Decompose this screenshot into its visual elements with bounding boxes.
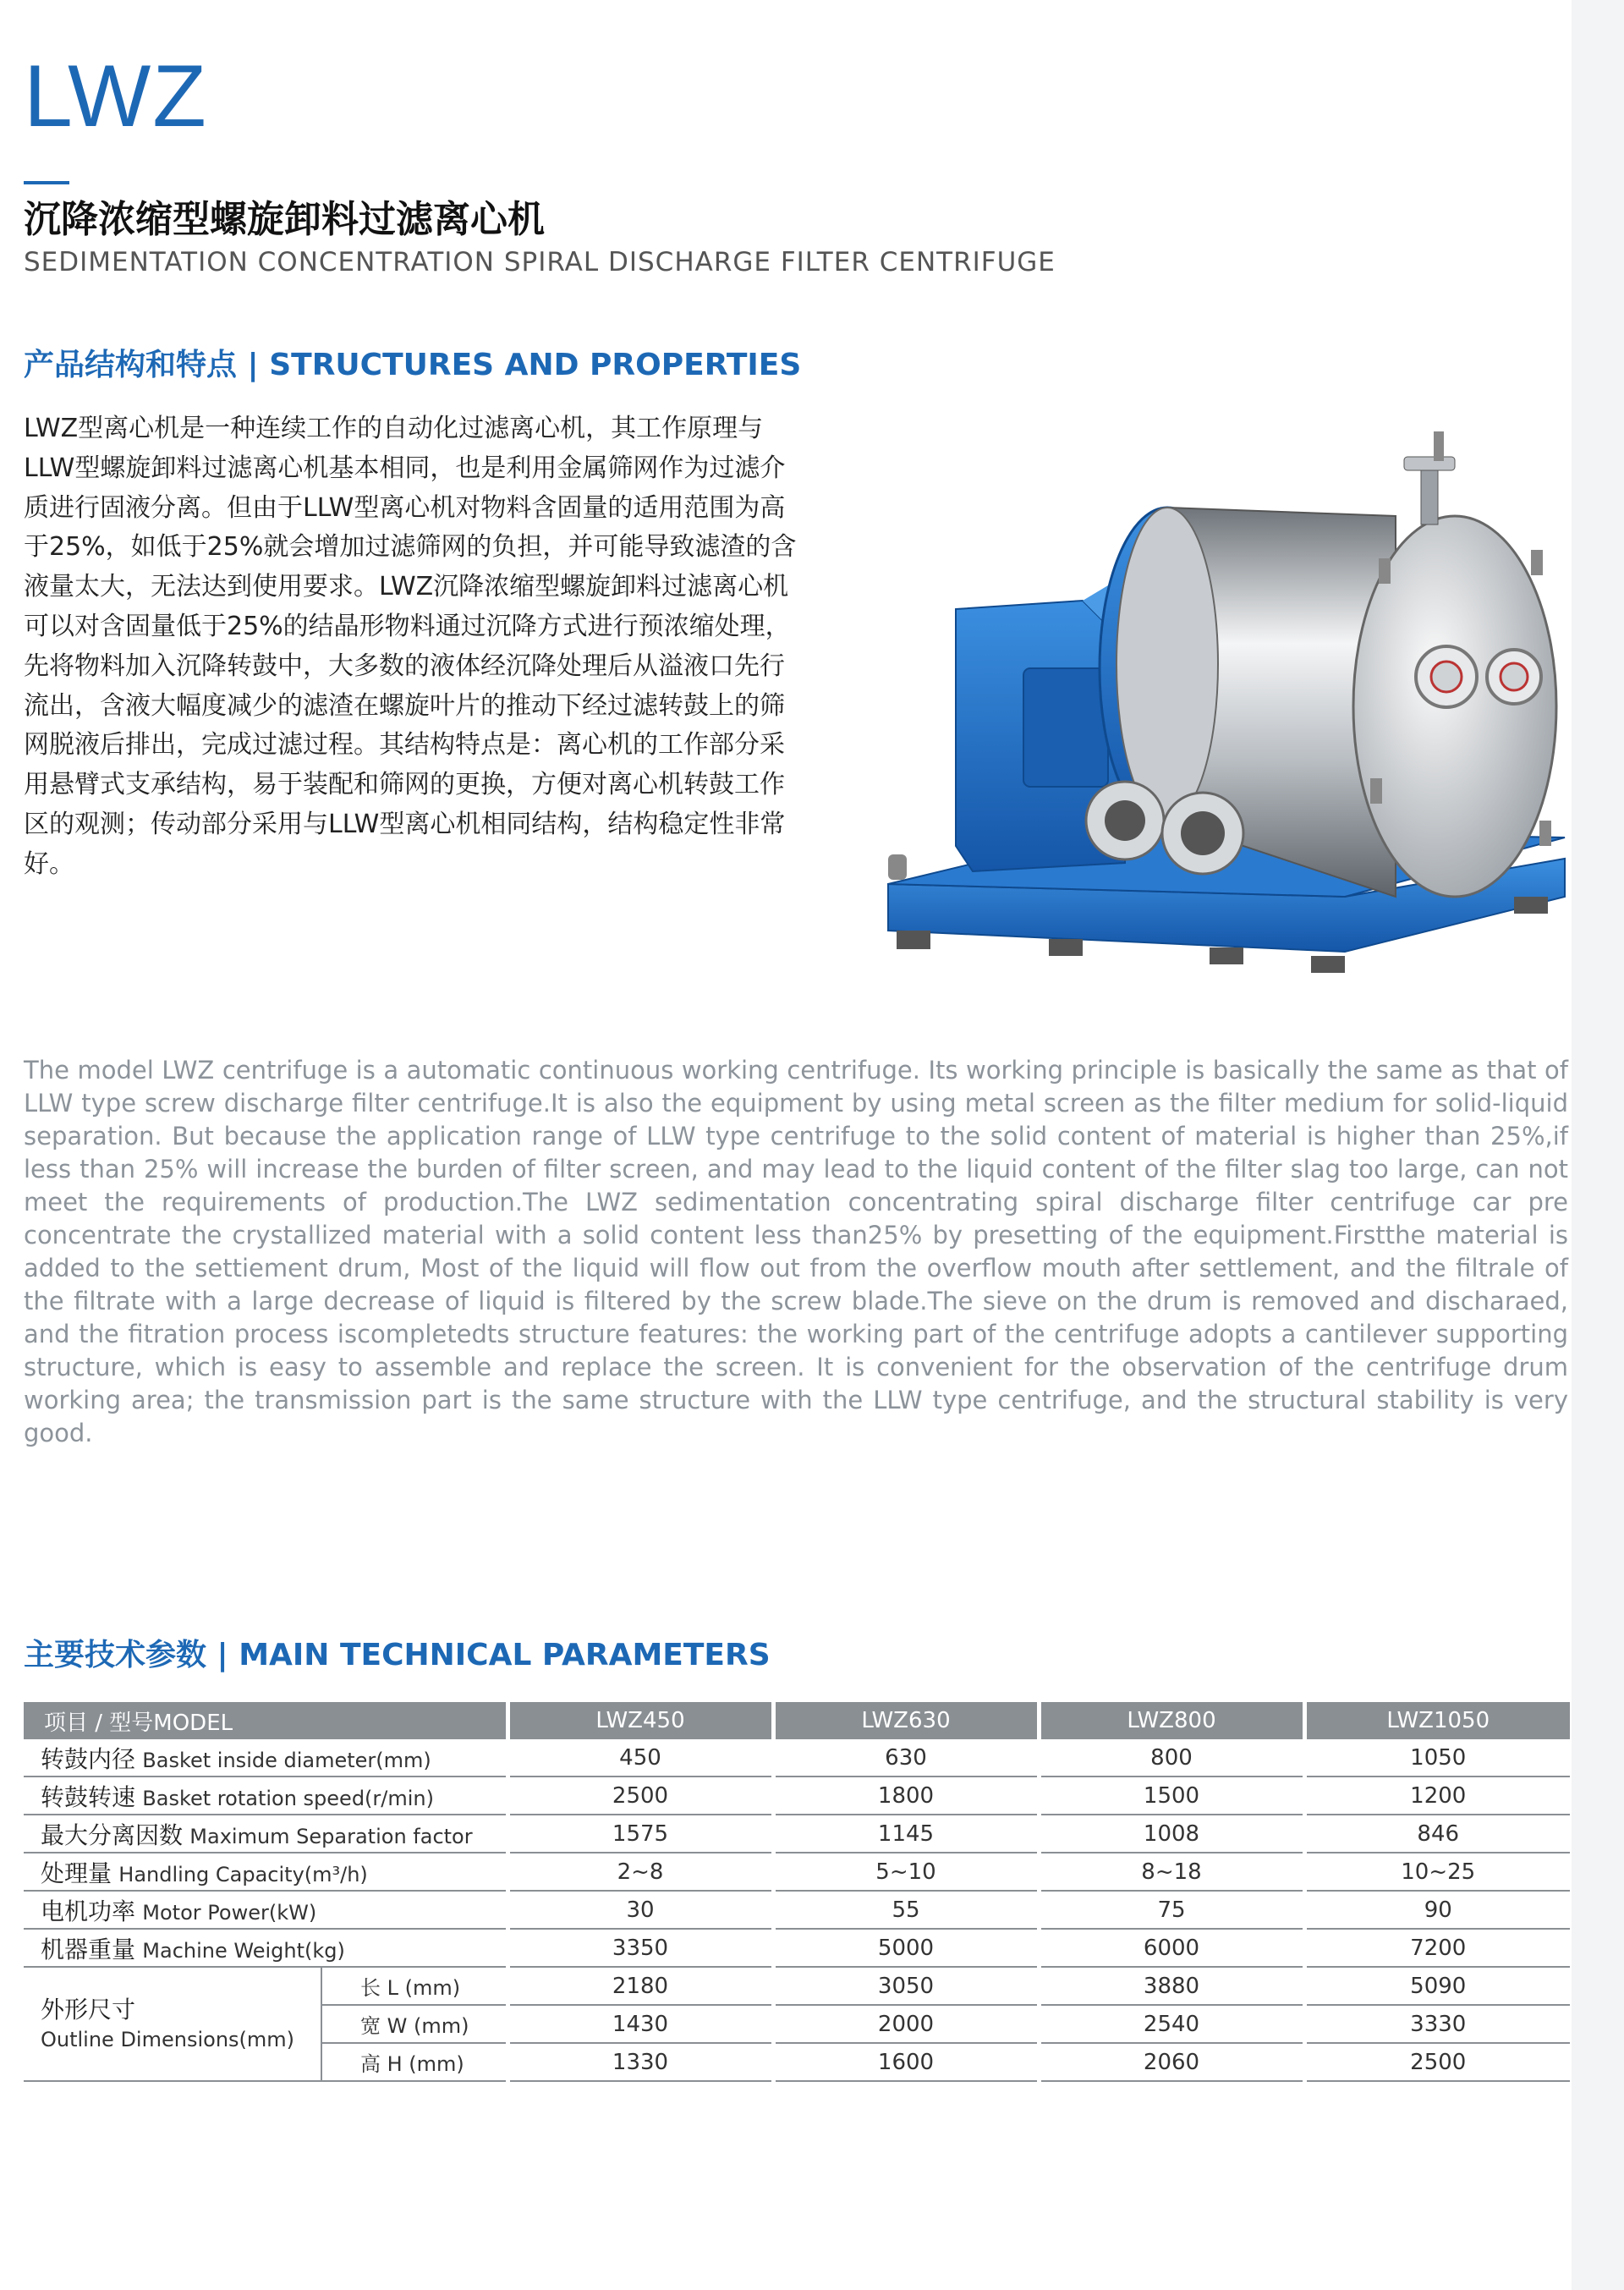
table-cell: 1500 bbox=[1039, 1777, 1304, 1815]
row-label-cn: 最大分离因数 bbox=[41, 1820, 184, 1849]
table-row bbox=[24, 1891, 1570, 1929]
table-cell: 55 bbox=[773, 1891, 1039, 1929]
header-model: LWZ1050 bbox=[1304, 1702, 1570, 1739]
row-label bbox=[24, 1777, 508, 1815]
table-cell: 90 bbox=[1304, 1891, 1570, 1929]
table-cell: 30 bbox=[508, 1891, 773, 1929]
table-cell: 1050 bbox=[1304, 1739, 1570, 1777]
header-model: LWZ450 bbox=[508, 1702, 773, 1739]
table-cell: 5090 bbox=[1304, 1967, 1570, 2005]
row-label bbox=[24, 1929, 508, 1967]
table-cell: 6000 bbox=[1039, 1929, 1304, 1967]
row-label-cn: 处理量 bbox=[41, 1859, 112, 1887]
table-cell: 2540 bbox=[1039, 2005, 1304, 2043]
row-label-cn: 转鼓内径 bbox=[41, 1744, 136, 1773]
table-cell: 1575 bbox=[508, 1815, 773, 1853]
dimension-sub-label: 宽 W (mm) bbox=[321, 2005, 508, 2043]
row-label bbox=[24, 1815, 508, 1853]
dimension-sub-label: 高 H (mm) bbox=[321, 2043, 508, 2081]
table-cell: 1145 bbox=[773, 1815, 1039, 1853]
table-cell: 2~8 bbox=[508, 1853, 773, 1891]
table-cell: 7200 bbox=[1304, 1929, 1570, 1967]
table-cell: 1008 bbox=[1039, 1815, 1304, 1853]
table-cell: 10~25 bbox=[1304, 1853, 1570, 1891]
table-cell: 1600 bbox=[773, 2043, 1039, 2081]
table-cell: 3880 bbox=[1039, 1967, 1304, 2005]
table-row bbox=[24, 1815, 1570, 1853]
table-cell: 2500 bbox=[1304, 2043, 1570, 2081]
row-label-en: Motor Power(kW) bbox=[142, 1900, 317, 1925]
table-cell: 1800 bbox=[773, 1777, 1039, 1815]
table-row bbox=[24, 1967, 1570, 2005]
table-cell: 3330 bbox=[1304, 2005, 1570, 2043]
header-model-label: 项目 / 型号MODEL bbox=[24, 1702, 508, 1739]
dimension-sub-label: 长 L (mm) bbox=[321, 1967, 508, 2005]
dimensions-label-en: Outline Dimensions(mm) bbox=[41, 2028, 295, 2052]
table-cell: 1330 bbox=[508, 2043, 773, 2081]
table-cell: 1430 bbox=[508, 2005, 773, 2043]
table-cell: 630 bbox=[773, 1739, 1039, 1777]
product-title-en: SEDIMENTATION CONCENTRATION SPIRAL DISCHARGE FILTER CENTRIFUGE bbox=[24, 247, 1056, 277]
row-label-en: Basket rotation speed(r/min) bbox=[142, 1786, 434, 1810]
row-label-cn: 转鼓转速 bbox=[41, 1782, 136, 1811]
parameters-heading: 主要技术参数 | MAIN TECHNICAL PARAMETERS bbox=[24, 1638, 771, 1672]
table-cell: 3350 bbox=[508, 1929, 773, 1967]
page-side-stripe bbox=[1572, 0, 1624, 2290]
product-title-cn: 沉降浓缩型螺旋卸料过滤离心机 bbox=[24, 198, 545, 241]
row-label bbox=[24, 1891, 508, 1929]
row-label bbox=[24, 1853, 508, 1891]
structures-heading: 产品结构和特点 | STRUCTURES AND PROPERTIES bbox=[24, 348, 802, 382]
table-row bbox=[24, 1929, 1570, 1967]
table-header-row bbox=[24, 1702, 1570, 1739]
table-cell: 450 bbox=[508, 1739, 773, 1777]
table-row bbox=[24, 1739, 1570, 1777]
parameters-table bbox=[24, 1702, 1570, 2082]
dimensions-label bbox=[24, 1967, 321, 2081]
table-cell: 800 bbox=[1039, 1739, 1304, 1777]
header-model: LWZ800 bbox=[1039, 1702, 1304, 1739]
dimensions-label-cn: 外形尺寸 bbox=[41, 1996, 136, 2024]
table-cell: 5~10 bbox=[773, 1853, 1039, 1891]
table-cell: 1200 bbox=[1304, 1777, 1570, 1815]
header-model: LWZ630 bbox=[773, 1702, 1039, 1739]
title-accent-rule bbox=[24, 181, 69, 184]
table-cell: 2060 bbox=[1039, 2043, 1304, 2081]
structures-text-cn: LWZ型离心机是一种连续工作的自动化过滤离心机，其工作原理与LLW型螺旋卸料过滤离心机基本相同，也是利用金属筛网作为过滤介质进行固液分离。但由于LLW型离心机对物料含固量的适用范围为高于25%，如低于25%就会增加过滤筛网的负担，并可能导致滤渣的含液量太大，无法达到使用要求。LWZ沉降浓缩型螺旋卸料过滤离心机可以对含固量低于25%的结晶形物料通过沉降方式进行预浓缩处理，先将物料加入沉降转鼓中，大多数的液体经沉降处理后从溢液口先行流出，含液大幅度减少的滤渣在螺旋叶片的推动下经过滤转鼓上的筛网脱液后排出，完成过滤过程。其结构特点是：离心机的工作部分采用悬臂式支承结构，易于装配和筛网的更换，方便对离心机转鼓工作区的观测；传动部分采用与LLW型离心机相同结构，结构稳定性非常好。 bbox=[24, 414, 797, 879]
table-cell: 8~18 bbox=[1039, 1853, 1304, 1891]
table-cell: 846 bbox=[1304, 1815, 1570, 1853]
row-label-en: Basket inside diameter(mm) bbox=[142, 1748, 431, 1772]
table-row bbox=[24, 1777, 1570, 1815]
model-code: LWZ bbox=[24, 47, 208, 146]
table-row bbox=[24, 1853, 1570, 1891]
row-label-en: Maximum Separation factor bbox=[189, 1824, 473, 1848]
table-cell: 75 bbox=[1039, 1891, 1304, 1929]
row-label bbox=[24, 1739, 508, 1777]
table-cell: 2180 bbox=[508, 1967, 773, 2005]
row-label-en: Machine Weight(kg) bbox=[142, 1938, 345, 1963]
table-cell: 2000 bbox=[773, 2005, 1039, 2043]
centrifuge-product-image bbox=[871, 423, 1590, 998]
row-label-en: Handling Capacity(m³/h) bbox=[118, 1862, 368, 1886]
table-cell: 3050 bbox=[773, 1967, 1039, 2005]
table-cell: 2500 bbox=[508, 1777, 773, 1815]
structures-text-en: The model LWZ centrifuge is a automatic continuous working centrifuge. Its working principle is basically the same as that of LLW type screw discharge filter centrifuge.It is also the equipment by using metal screen as the filter medium for solid-liquid separation. But because the application range of LLW type centrifuge to the solid content of material is higher than 25%,if less than 25% will increase the burden of filter screen, and may lead to the liquid content of the filter slag too large, can not meet the requirements of production.The LWZ sedimentation concentrating spiral discharge filter centrifuge car pre concentrate the crystallized material with a solid content less than25% by presetting of the equipment.Firstthe material is added to the settiement drum, Most of the liquid will flow out from the overflow mouth after settlement, and the filtrale of the filtrate with a large decrease of liquid is filtered by the screw blade.The sieve on the drum is removed and discharaed, and the fitration process iscompletedts structure features: the working part of the centrifuge adopts a cantilever supporting structure, which is easy to assemble and replace the screen. It is convenient for the observation of the centrifuge drum working area; the transmission part is the same structure with the LLW type centrifuge, and the structural stability is very good. bbox=[24, 1056, 1568, 1447]
row-label-cn: 机器重量 bbox=[41, 1935, 136, 1963]
table-cell: 5000 bbox=[773, 1929, 1039, 1967]
row-label-cn: 电机功率 bbox=[41, 1897, 136, 1925]
